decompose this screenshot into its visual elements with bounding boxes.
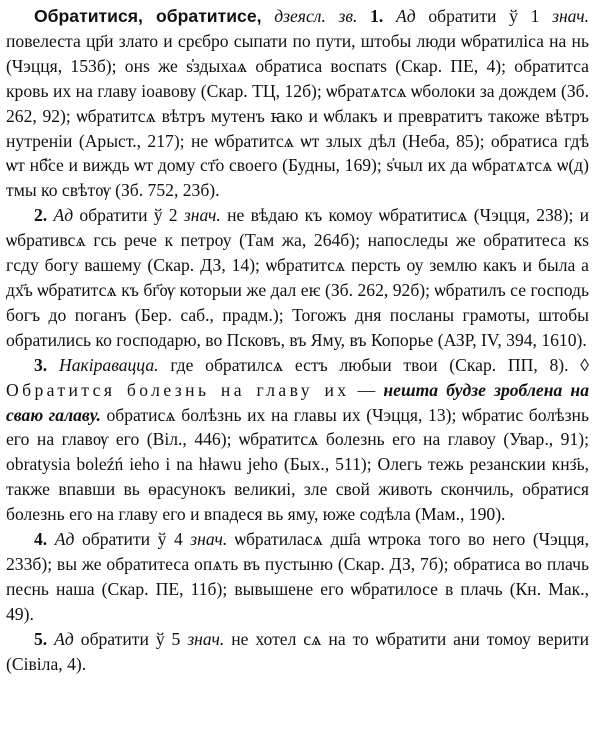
znach-label: знач.	[552, 6, 590, 26]
phrase-idiom: Обратится болезнь на главу их	[6, 379, 350, 400]
entry-headword: Обратитися, обратитисе,	[34, 6, 262, 26]
citations-text: повелеста цр҃и злато и срєбро сыпати по пути, штобы люди ѡбратиліса на нь (Чэцця, 153б); онѕ же ѕ҆здыхаѧ обратиса воспатѕ (Скар. ПЕ, 4); обратитса кровь их на главу іоавову (Скар. ТЦ, 12б); ѡбратѧтсѧ ѡболоки за дождем (Зб. 262, 92); ѡбратитсѧ вѣтръ мутенъ ꙗко и ѡблакъ и превратитъ такоже вѣтръ нутреніи (Арыст., 217); не ѡбратитсѧ ѡт злых дѣл (Неба, 85); обратиса гдѣ ѡт нб҃се и виждь ѡт дому ст҃о своего (Будны, 169); ѕ҆чыл их да ѡбратѧтсѧ ѡ(д) тмы ко свѣтѹ (Зб. 752, 23б).	[6, 30, 589, 201]
ad-label: Ад	[396, 6, 416, 26]
znach-label: знач.	[190, 529, 228, 550]
entry-paragraph-5	[6, 627, 589, 677]
sense-number-5: 5.	[34, 628, 48, 649]
cross-reference: обратити ў 1	[428, 6, 540, 26]
sense-number-1: 1.	[370, 6, 384, 26]
znach-label: знач.	[183, 205, 221, 226]
ad-label: Ад	[54, 628, 74, 649]
sense-number-2: 2.	[34, 205, 48, 226]
cross-reference: обратити ў 4	[81, 529, 183, 550]
entry-paragraph-3	[6, 353, 589, 527]
sense-number-4: 4.	[34, 529, 48, 550]
citations-text: обратисѧ болѣзнь их на главы их (Чэцця, 13); ѡбратис болѣзнь его на главѹ его (Віл., 446); ѡбратитсѧ болезнь его на главоу (Увар., 91); obratysia boleźń ieho i na hławu jeho (Бых., 511); Олегь тежь резанскии кнз҃ь, также впавши вь ѳрасунокъ великиі, зле свой животь скончиль, обратися болезнь его на главу его и впадеся вь яму, юже содѣла (Мам., 190).	[6, 404, 589, 525]
entry-paragraph-1	[6, 4, 589, 203]
sense-definition: Накіравацца.	[58, 354, 159, 375]
phrase-gloss: нешта будзе зроблена на сваю галаву.	[6, 379, 589, 425]
ad-label: Ад	[53, 205, 74, 226]
sense-number-3: 3.	[34, 354, 48, 375]
grammar-label: дзеясл. зв.	[274, 6, 358, 26]
cross-reference: обратити ў 2	[79, 205, 178, 226]
entry-paragraph-4	[6, 527, 589, 627]
phrase-dash: —	[357, 379, 376, 400]
citations-text: где обратилсѧ естъ любыи твои (Скар. ПП, 8). ◊	[170, 354, 589, 375]
citations-text: не вѣдаю къ комоу ѡбратитисѧ (Чэцця, 238); и ѡбративсѧ гсь рече к петроу (Там жа, 264б); напоследы же обратитеса кѕ гсду богу вашему (Скар. ДЗ, 14); ѡбратитсѧ персть оу землю какъ и была а дх҃ъ ѡбратитсѧ къ бг҃ѹ которыи же дал еѥ (Зб. 262, 92б); ѡбратилъ се господь богъ до поганъ (Бер. саб., прадм.); Тогожъ дня посланы грамоты, штобы обратились ко господарю, во Псковъ, въ Яму, въ Копорье (АЗР, IV, 394, 1610).	[6, 205, 590, 350]
citations-text: ѡбратиласѧ дш҃а ѡтрока того во него (Чэцця, 233б); вы же обратитеса опѧть въ пустыню (Скар. ДЗ, 7б); обратиса во плачь песнь наша (Скар. ПЕ, 11б); вывышене его ѡбратилосе в плачь (Кн. Мак., 49).	[6, 529, 589, 624]
znach-label: знач.	[187, 628, 225, 649]
ad-label: Ад	[54, 529, 75, 550]
citations-text: не хотел сѧ на то ѡбратити ани томоу верити (Сівіла, 4).	[6, 628, 590, 674]
cross-reference: обратити ў 5	[80, 628, 181, 649]
entry-paragraph-2	[6, 203, 589, 352]
